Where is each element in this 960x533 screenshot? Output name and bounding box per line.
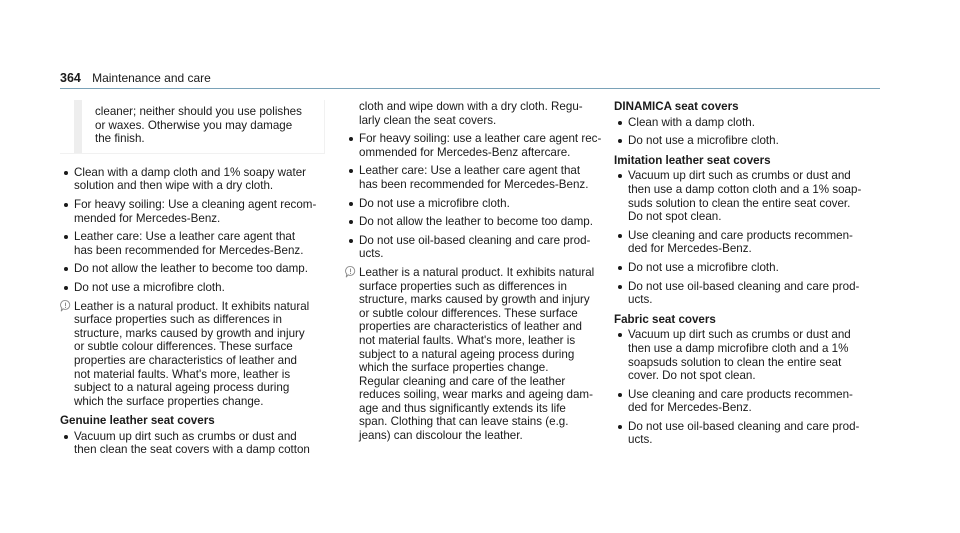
list-item: Use cleaning and care products recommen- ded for Mercedes-Benz. bbox=[614, 388, 879, 415]
list-item: Do not use a microfibre cloth. bbox=[614, 134, 879, 148]
info-text: Leather is a natural product. It exhibits natural surface properties such as differences in structure, marks caused by growth and injury or subtle colour differences. These surface properties are characteristics of leather and not material faults. What's more, leather is subject to a natural ageing process during which the surface properties change. bbox=[74, 299, 310, 408]
dinamica-list bbox=[614, 116, 879, 148]
page-number: 364 bbox=[60, 71, 81, 85]
info-icon bbox=[60, 300, 71, 312]
list-item: For heavy soiling: Use a cleaning agent recom- mended for Mercedes-Benz. bbox=[60, 198, 325, 225]
subheading-fabric: Fabric seat covers bbox=[614, 312, 716, 326]
info-icon bbox=[345, 266, 356, 278]
care-bullet-list bbox=[60, 166, 325, 295]
list-item: Clean with a damp cloth. bbox=[614, 116, 879, 130]
note-bar bbox=[74, 100, 82, 154]
list-item: For heavy soiling: use a leather care agent rec- ommended for Mercedes-Benz aftercare. bbox=[345, 132, 610, 159]
list-item: Vacuum up dirt such as crumbs or dust and then clean the seat covers with a damp cotton bbox=[60, 430, 325, 457]
note-box bbox=[60, 100, 325, 154]
list-item: Leather care: Use a leather care agent that has been recommended for Mercedes-Benz. bbox=[345, 164, 610, 191]
list-item: Do not use oil-based cleaning and care prod- ucts. bbox=[614, 420, 879, 447]
imitation-leather-list bbox=[614, 169, 879, 306]
column-1 bbox=[60, 100, 325, 462]
fabric-list bbox=[614, 328, 879, 447]
list-item: Vacuum up dirt such as crumbs or dust and then use a damp microfibre cloth and a 1% soapsuds solution to clean the entire seat cover. Do not spot clean. bbox=[614, 328, 879, 382]
header-rule bbox=[60, 88, 880, 89]
list-item: Leather care: Use a leather care agent that has been recommended for Mercedes-Benz. bbox=[60, 230, 325, 257]
continuation-text: cloth and wipe down with a dry cloth. Regu- larly clean the seat covers. bbox=[359, 100, 583, 127]
info-note bbox=[345, 266, 610, 443]
subheading-genuine-leather: Genuine leather seat covers bbox=[60, 414, 215, 428]
list-item: Do not use a microfibre cloth. bbox=[614, 261, 879, 275]
list-item: Do not allow the leather to become too damp. bbox=[345, 215, 610, 229]
list-item: Clean with a damp cloth and 1% soapy water solution and then wipe with a dry cloth. bbox=[60, 166, 325, 193]
list-item: Do not use oil-based cleaning and care prod- ucts. bbox=[614, 280, 879, 307]
subheading-imitation-leather: Imitation leather seat covers bbox=[614, 153, 771, 167]
list-item: Do not use a microfibre cloth. bbox=[345, 197, 610, 211]
column-3 bbox=[614, 100, 879, 452]
list-item: Do not allow the leather to become too damp. bbox=[60, 262, 325, 276]
list-item: Vacuum up dirt such as crumbs or dust and then use a damp cotton cloth and a 1% soap- suds solution to clean the entire seat cover. Do not spot clean. bbox=[614, 169, 879, 223]
info-text: Leather is a natural product. It exhibits natural surface properties such as differences in structure, marks caused by growth and injury or subtle colour differences. These surface properties are characteristics of leather and not material faults. What's more, leather is subject to a natural ageing process during which the surface properties change. Regular cleaning and care of the leather reduces soiling, wear marks and ageing dam- age and thus significantly extends its life span. Clothing that can leave stains (e.g. jeans) can discolour the leather. bbox=[359, 265, 595, 443]
section-title: Maintenance and care bbox=[92, 71, 211, 85]
list-item: Use cleaning and care products recommen- ded for Mercedes-Benz. bbox=[614, 229, 879, 256]
genuine-leather-list bbox=[60, 430, 325, 457]
care-bullet-list bbox=[345, 132, 610, 261]
list-item: Do not use oil-based cleaning and care prod- ucts. bbox=[345, 234, 610, 261]
note-text: cleaner; neither should you use polishes or waxes. Otherwise you may damage the finish. bbox=[95, 105, 302, 146]
page-header bbox=[60, 72, 880, 89]
column-2 bbox=[345, 100, 610, 449]
list-item: Do not use a microfibre cloth. bbox=[60, 281, 325, 295]
subheading-dinamica: DINAMICA seat covers bbox=[614, 100, 739, 113]
info-note bbox=[60, 300, 325, 409]
